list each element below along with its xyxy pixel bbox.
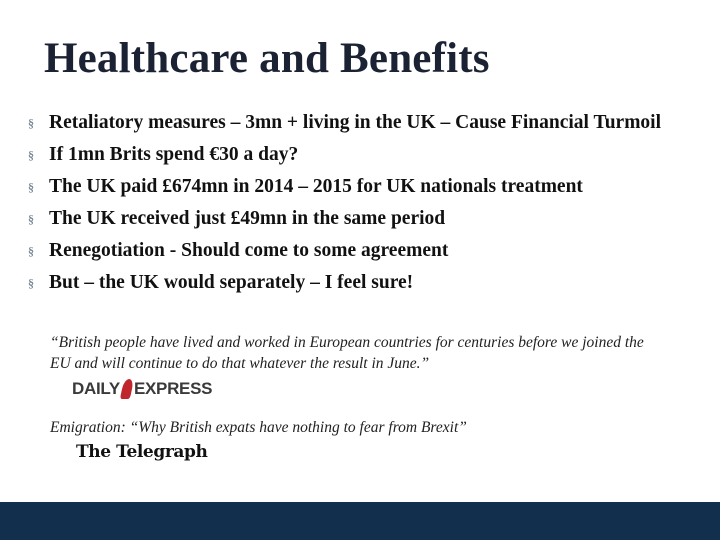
bullet-list bbox=[28, 111, 678, 303]
bullet-marker: § bbox=[28, 180, 34, 194]
bullet-item bbox=[28, 239, 678, 263]
bullet-item bbox=[28, 207, 678, 231]
bullet-text: But – the UK would separately – I feel sure! bbox=[49, 272, 414, 293]
bullet-marker: § bbox=[28, 276, 34, 290]
bullet-text: Renegotiation - Should come to some agreement bbox=[49, 240, 449, 261]
bullet-item bbox=[28, 143, 678, 167]
logo-express-left: DAILY bbox=[72, 379, 120, 398]
bullet-item bbox=[28, 271, 678, 295]
telegraph-headline: Emigration: “Why British expats have nothing to fear from Brexit” bbox=[50, 419, 467, 436]
crusader-icon bbox=[120, 379, 134, 399]
bullet-text: Retaliatory measures – 3mn + living in the UK – Cause Financial Turmoil bbox=[49, 112, 662, 133]
bullet-item bbox=[28, 111, 678, 135]
bullet-text: The UK received just £49mn in the same period bbox=[49, 208, 446, 229]
slide-title: Healthcare and Benefits bbox=[44, 35, 490, 82]
bullet-marker: § bbox=[28, 116, 34, 130]
bullet-item bbox=[28, 175, 678, 199]
bullet-marker: § bbox=[28, 244, 34, 258]
bullet-text: The UK paid £674mn in 2014 – 2015 for UK nationals treatment bbox=[49, 176, 583, 197]
logo-express-right: EXPRESS bbox=[133, 379, 213, 398]
daily-express-logo bbox=[72, 379, 212, 399]
bullet-marker: § bbox=[28, 148, 34, 162]
footer-bar bbox=[0, 502, 720, 540]
bullet-marker: § bbox=[28, 212, 34, 226]
express-quote: “British people have lived and worked in European countries for centuries before we joined the EU and will continue to do that whatever the result in June.” bbox=[50, 334, 644, 372]
bullet-text: If 1mn Brits spend €30 a day? bbox=[49, 144, 299, 165]
telegraph-logo: The Telegraph bbox=[76, 442, 208, 462]
